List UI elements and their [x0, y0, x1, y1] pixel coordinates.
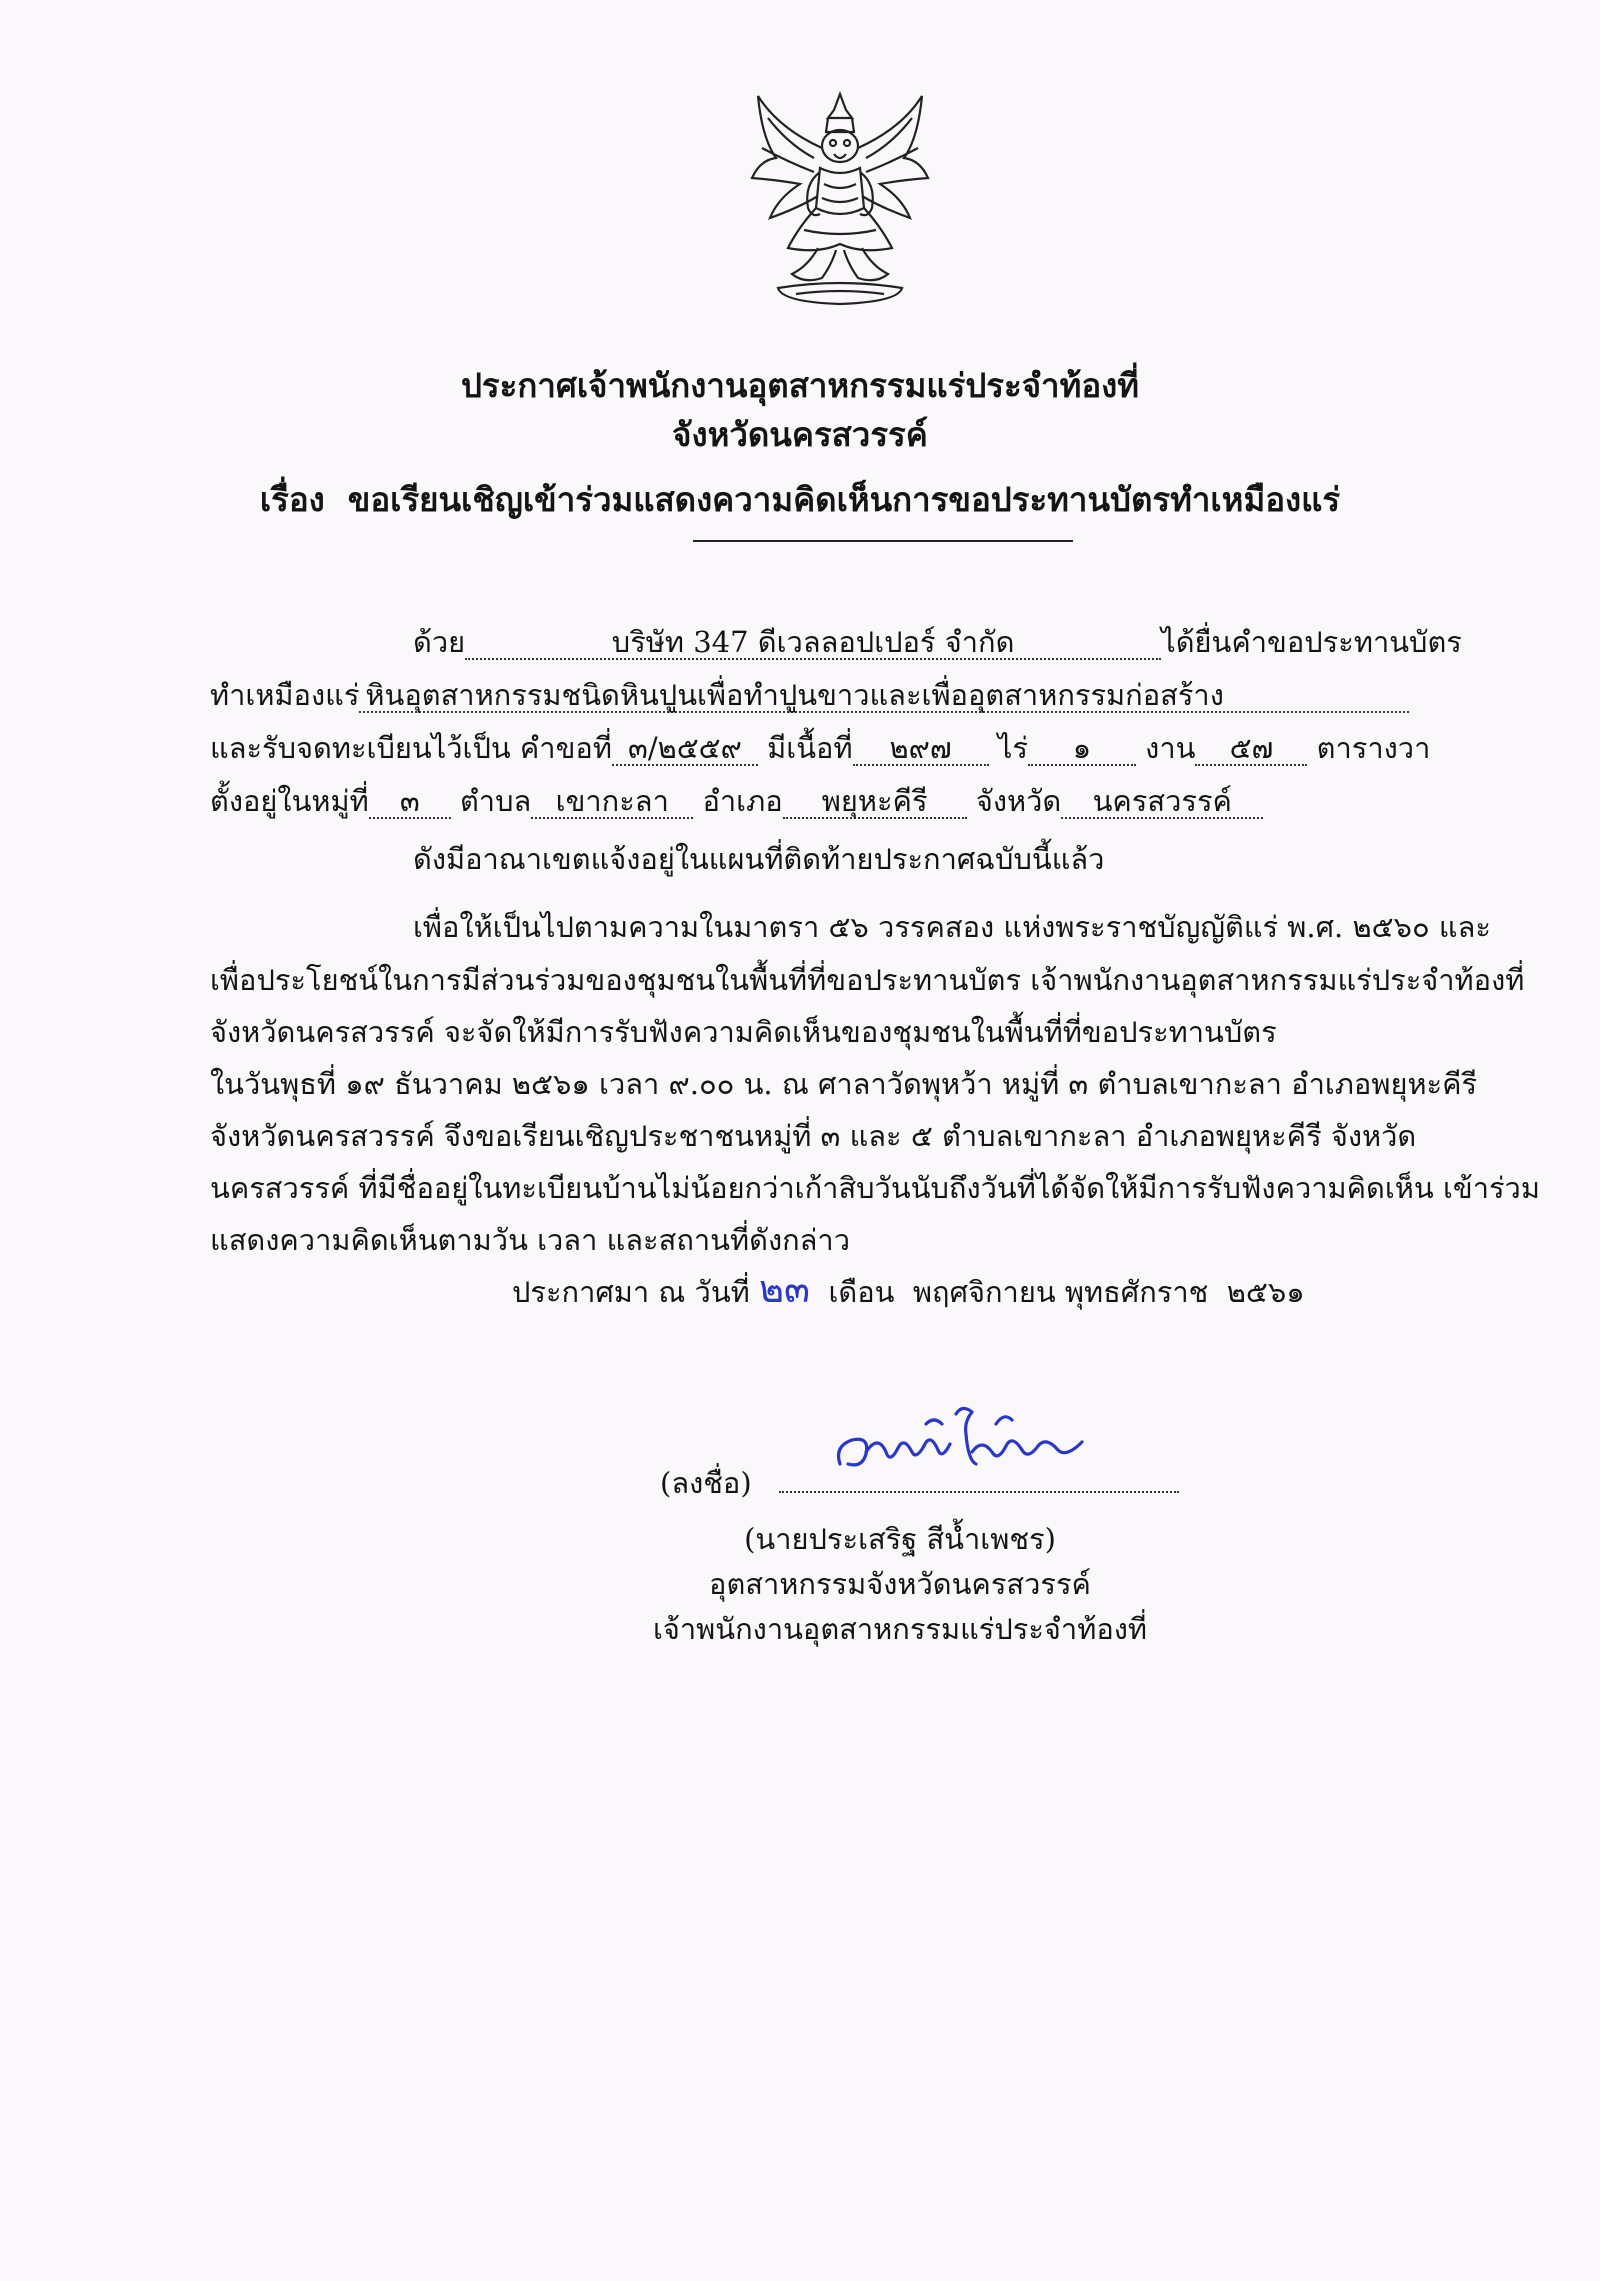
- announce-year: ๒๕๖๑: [1226, 1275, 1305, 1309]
- ngan-field: ๑: [1028, 732, 1136, 766]
- province-field: นครสวรรค์: [1061, 785, 1263, 819]
- district-field: พยุหะคีรี: [783, 785, 967, 819]
- subject-line: [0, 480, 1600, 520]
- announce-prefix: ประกาศมา ณ วันที่: [512, 1275, 750, 1309]
- subject-label: เรื่อง: [259, 480, 325, 519]
- area-label: มีเนื้อที่: [767, 731, 853, 765]
- signer-name: (นายประเสริฐ สีน้ำเพชร): [744, 1522, 1056, 1556]
- company-field: บริษัท 347 ดีเวลลอปเปอร์ จำกัด: [465, 626, 1161, 660]
- header-line-1: ประกาศเจ้าพนักงานอุตสาหกรรมแร่ประจำท้องที่: [460, 366, 1140, 405]
- announce-month: พฤศจิกายน: [912, 1275, 1056, 1309]
- garuda-emblem-icon: [748, 88, 932, 310]
- body-line-5: จังหวัดนครสวรรค์ จึงขอเรียนเชิญประชาชนหมู่ที่ ๓ และ ๕ ตำบลเขากะลา อำเภอพยุหะคีรี จังหวัด: [210, 1119, 1417, 1153]
- details-line-4: [210, 782, 1263, 820]
- wa-label: ตารางวา: [1316, 731, 1431, 765]
- body-line-3: จังหวัดนครสวรรค์ จะจัดให้มีการรับฟังความคิดเห็นของชุมชนในพื้นที่ที่ขอประทานบัตร: [210, 1015, 1277, 1049]
- body-line-6: นครสวรรค์ ที่มีชื่ออยู่ในทะเบียนบ้านไม่น้อยกว่าเก้าสิบวันนับถึงวันที่ได้จัดให้มีการรับฟังความคิดเห็น เข้าร่วม: [210, 1171, 1540, 1205]
- subdistrict-label: ตำบล: [459, 784, 532, 818]
- district-label: อำเภอ: [702, 784, 783, 818]
- body-line-1: เพื่อให้เป็นไปตามความในมาตรา ๕๖ วรรคสอง แห่งพระราชบัญญัติแร่ พ.ศ. ๒๕๖๐ และ: [413, 910, 1491, 944]
- by-label: ด้วย: [413, 625, 466, 659]
- subdistrict-field: เขากะลา: [531, 785, 693, 819]
- year-label: พุทธศักราช: [1064, 1275, 1209, 1309]
- rai-label: ไร่: [997, 731, 1028, 765]
- subject-text: ขอเรียนเชิญเข้าร่วมแสดงความคิดเห็นการขอประทานบัตรทำเหมืองแร่: [347, 480, 1341, 519]
- signer-position-2: เจ้าพนักงานอุตสาหกรรมแร่ประจำท้องที่: [652, 1612, 1148, 1646]
- village-field: ๓: [369, 785, 451, 819]
- signer-position-1: อุตสาหกรรมจังหวัดนครสวรรค์: [709, 1567, 1091, 1601]
- details-line-3: [210, 729, 1430, 767]
- boundary-note: ดังมีอาณาเขตแจ้งอยู่ในแผนที่ติดท้ายประกาศฉบับนี้แล้ว: [413, 842, 1105, 876]
- wa-field: ๕๗: [1195, 732, 1307, 766]
- body-line-2: เพื่อประโยชน์ในการมีส่วนร่วมของชุมชนในพื้นที่ที่ขอประทานบัตร เจ้าพนักงานอุตสาหกรรมแร่ประจำท้องที่: [210, 963, 1525, 997]
- request-no-field: ๓/๒๕๕๙: [612, 732, 758, 766]
- village-label: ตั้งอยู่ในหมู่ที่: [210, 784, 369, 818]
- mine-label: ทำเหมืองแร่: [210, 678, 360, 712]
- title-divider: [693, 540, 1073, 542]
- register-label: และรับจดทะเบียนไว้เป็น คำขอที่: [210, 731, 612, 765]
- mineral-field: หินอุตสาหกรรมชนิดหินปูนเพื่อทำปูนขาวและเพื่ออุตสาหกรรมก่อสร้าง: [359, 679, 1409, 713]
- header-line-2: จังหวัดนครสวรรค์: [672, 415, 928, 454]
- body-line-7: แสดงความคิดเห็นตามวัน เวลา และสถานที่ดังกล่าว: [210, 1223, 850, 1257]
- sign-label: (ลงชื่อ): [660, 1466, 752, 1500]
- month-label: เดือน: [828, 1275, 895, 1309]
- details-line-2: [210, 676, 1409, 714]
- announce-line: [512, 1267, 1305, 1311]
- handwritten-signature: [826, 1394, 1096, 1484]
- announce-day: ๒๓: [759, 1267, 811, 1311]
- submitted-text: ได้ยื่นคำขอประทานบัตร: [1161, 625, 1462, 659]
- body-line-4: ในวันพุธที่ ๑๙ ธันวาคม ๒๕๖๑ เวลา ๙.๐๐ น. ณ ศาลาวัดพุหว้า หมู่ที่ ๓ ตำบลเขากะลา อำเภอพยุหะคีรี: [210, 1067, 1478, 1101]
- rai-field: ๒๙๗: [853, 732, 989, 766]
- ngan-label: งาน: [1145, 731, 1196, 765]
- province-label: จังหวัด: [975, 784, 1062, 818]
- details-line-1: [413, 623, 1462, 661]
